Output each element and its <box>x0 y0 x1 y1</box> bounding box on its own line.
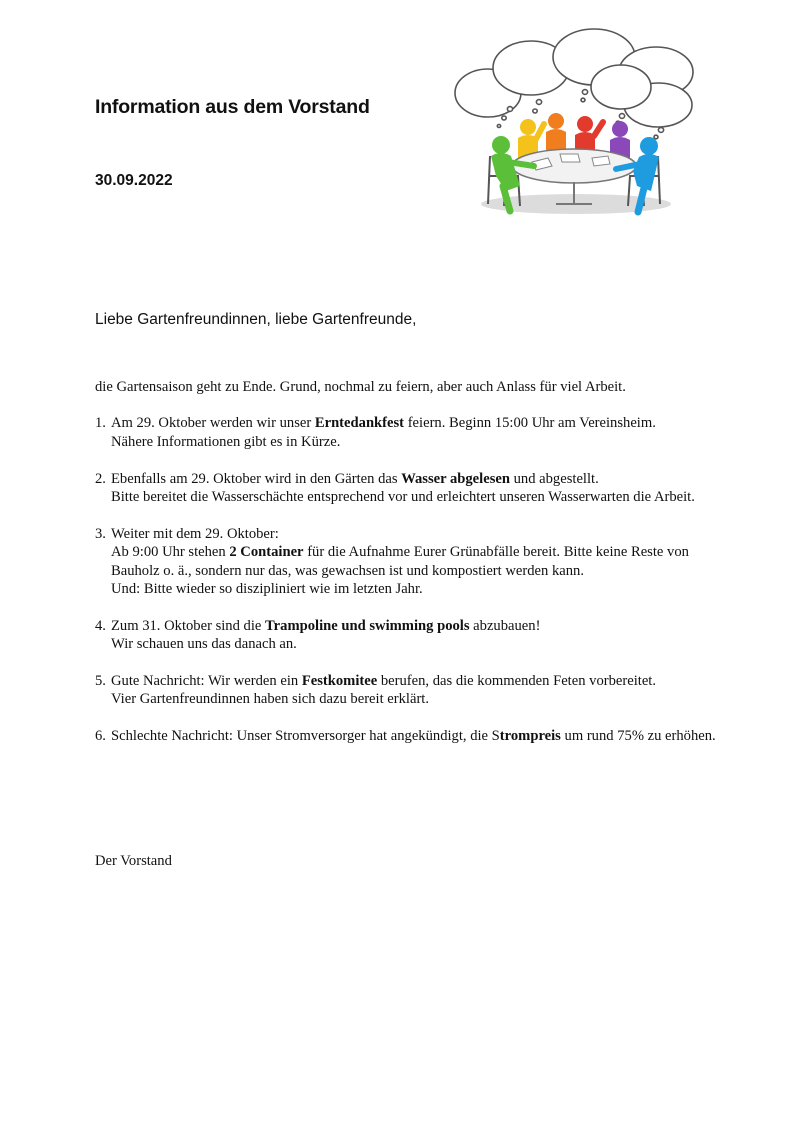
item-number: 2. <box>95 470 106 487</box>
intro-paragraph: die Gartensaison geht zu Ende. Grund, nochmal zu feiern, aber auch Anlass für viel Arbeit. <box>95 379 626 395</box>
text-run: abzubauen! <box>469 617 541 634</box>
text-run: Ab 9:00 Uhr stehen <box>111 544 230 561</box>
item-text <box>111 470 735 507</box>
text-run: Ebenfalls am 29. Oktober wird in den Gärten das <box>111 470 402 487</box>
thought-bubbles <box>455 29 693 139</box>
document-date: 30.09.2022 <box>95 172 173 189</box>
highlight-text: 2 Container <box>229 544 304 561</box>
text-run: um rund 75% zu erhöhen. <box>560 728 716 745</box>
letter-body <box>95 378 735 764</box>
item-number: 1. <box>95 415 106 432</box>
text-run: und abgestellt. <box>509 470 599 487</box>
text-run: Nähere Informationen gibt es in Kürze. <box>111 433 341 450</box>
list-item <box>95 617 735 654</box>
list-item <box>95 672 735 709</box>
text-run: Weiter mit dem 29. Oktober: <box>111 525 279 542</box>
item-number: 5. <box>95 673 106 690</box>
page-title: Information aus dem Vorstand <box>95 96 370 118</box>
text-run: für die Aufnahme Eurer Grünabfälle bereit. Bitte keine Reste von Bauholz o. ä., sondern nur das, was gewachsen ist und kompostiert werden kann. <box>111 544 689 579</box>
text-run: feiern. Beginn 15:00 Uhr am Vereinsheim. <box>404 415 656 432</box>
item-text <box>111 525 735 599</box>
list-item <box>95 525 735 599</box>
item-text <box>111 672 735 709</box>
text-run: Schlechte Nachricht: Unser Stromversorger hat angekündigt, die S <box>111 728 500 745</box>
text-run: Am 29. Oktober werden wir unser <box>111 415 315 432</box>
text-run: Bitte bereitet die Wasserschächte entsprechend vor und erleichtert unseren Wasserwarten die Arbeit. <box>111 489 695 506</box>
text-run: berufen, das die kommenden Feten vorbereitet. <box>377 673 657 690</box>
meeting-thought-bubbles-icon <box>448 26 698 218</box>
item-text <box>111 414 735 451</box>
item-number: 3. <box>95 525 106 542</box>
highlight-text: Festkomitee <box>301 673 378 690</box>
list-item <box>95 727 735 745</box>
text-run: Gute Nachricht: Wir werden ein <box>111 673 302 690</box>
list-item <box>95 414 735 451</box>
text-run: Vier Gartenfreundinnen haben sich dazu bereit erklärt. <box>111 691 430 708</box>
item-number: 6. <box>95 728 106 745</box>
highlight-text: trompreis <box>499 728 561 745</box>
text-run: Und: Bitte wieder so diszipliniert wie im letzten Jahr. <box>111 581 423 598</box>
highlight-text: Wasser abgelesen <box>401 470 510 487</box>
list-item <box>95 470 735 507</box>
text-run: Wir schauen uns das danach an. <box>111 636 297 653</box>
item-text <box>111 727 735 745</box>
highlight-text: Trampoline und swimming pools <box>265 617 470 634</box>
salutation: Liebe Gartenfreundinnen, liebe Gartenfreunde, <box>95 311 417 328</box>
item-number: 4. <box>95 617 106 634</box>
item-text <box>111 617 735 654</box>
text-run: Zum 31. Oktober sind die <box>111 617 266 634</box>
announcement-list <box>95 414 735 745</box>
highlight-text: Erntedankfest <box>314 415 405 432</box>
signature: Der Vorstand <box>95 853 172 869</box>
